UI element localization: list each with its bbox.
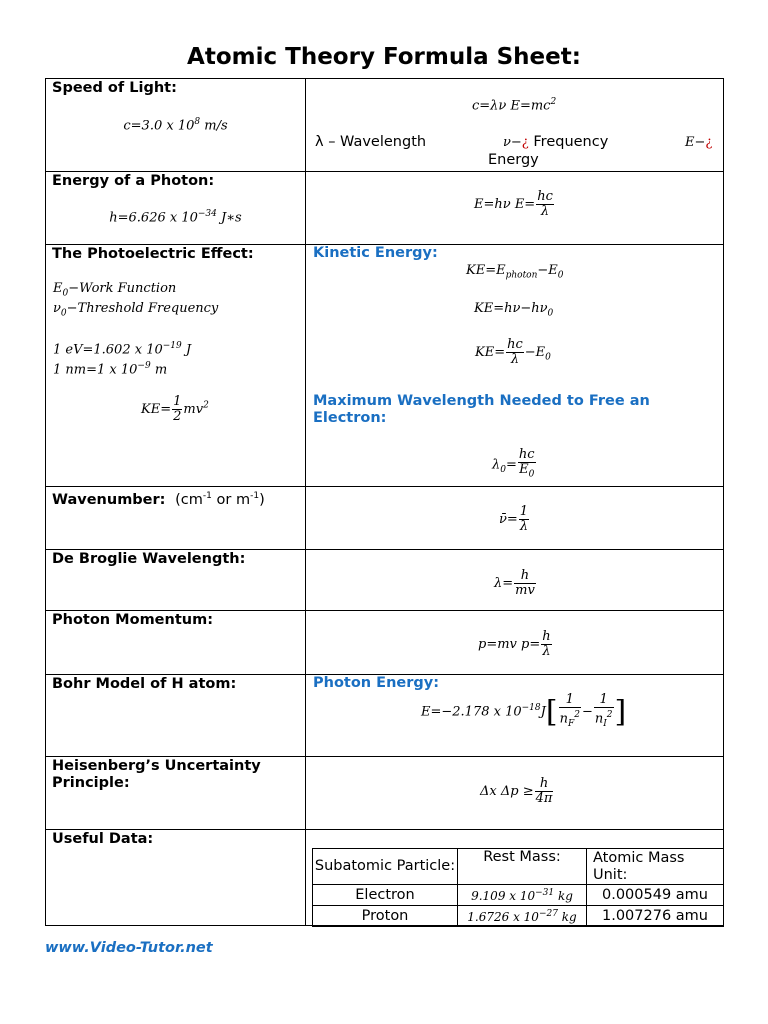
heisenberg-label: Heisenberg’s Uncertainty Principle:	[52, 758, 261, 791]
row-photon-energy	[46, 172, 724, 245]
proton-mass: 1.6726 x $10^{-27}$ kg	[458, 906, 587, 927]
particle-table-header	[313, 849, 724, 885]
momentum-equation: p=mv p= $\frac{h}{\lambda}$	[478, 629, 551, 659]
legend-energy-symbol: E−¿	[685, 135, 713, 150]
row-photoelectric	[46, 245, 724, 487]
useful-data-label: Useful Data:	[52, 831, 154, 847]
planck-constant: h=6.626 x $10^{-34}$ J∗s	[109, 209, 242, 226]
formula-table	[45, 78, 724, 926]
particle-table	[312, 848, 724, 927]
max-wavelength-equation: $\lambda_0=$ $\frac{hc}{E_0}$	[492, 447, 535, 480]
bohr-equation: E=−2.178 x $10^{-18}J$[ $\frac{1}{n_F^2}$ − $\frac{1}{n_I^2}$ ]	[421, 692, 627, 730]
photon-energy-heading: Photon Energy:	[313, 675, 440, 691]
table-row	[313, 906, 724, 927]
electron-amu: 0.000549 amu	[587, 885, 724, 906]
ke-equation-1: $KE=E_{photon}-E_0$	[466, 263, 564, 281]
speed-of-light-label: Speed of Light:	[52, 80, 177, 96]
table-row	[313, 885, 724, 906]
row-useful-data	[46, 830, 724, 926]
threshold-frequency-def: $\nu_0-Threshold$ Frequency	[53, 301, 219, 319]
photon-energy-equation: E=hν E= $\frac{hc}{\lambda}$	[474, 189, 553, 219]
debroglie-label: De Broglie Wavelength:	[52, 551, 246, 567]
kinetic-energy-classic: KE= $\frac{1}{2}$ $mv^2$	[141, 394, 209, 424]
debroglie-equation: λ= $\frac{h}{mv}$	[494, 568, 535, 598]
row-bohr	[46, 675, 724, 757]
bohr-label: Bohr Model of H atom:	[52, 676, 237, 692]
nm-conversion: 1 nm=1 x $10^{-9}$ m	[53, 361, 168, 378]
ke-equation-2: $KE=h\nu-h\nu_0$	[474, 301, 554, 319]
ev-conversion: 1 eV=1.602 x $10^{-19}$ J	[53, 341, 192, 358]
legend-wavelength: λ – Wavelength	[315, 134, 427, 150]
heisenberg-equation: Δx Δp ≥ $\frac{h}{4\pi}$	[480, 776, 553, 806]
momentum-label: Photon Momentum:	[52, 612, 213, 628]
header-particle: Subatomic Particle:	[313, 849, 458, 885]
footer-link[interactable]: www.Video-Tutor.net	[45, 940, 213, 956]
ke-equation-3: KE= $\frac{hc}{\lambda}$ $-E_0$	[475, 337, 551, 367]
max-wavelength-heading: Maximum Wavelength Needed to Free an Electron:	[313, 393, 650, 426]
wavenumber-equation: ν̄= $\frac{1}{\lambda}$	[499, 504, 529, 534]
speed-of-light-equation: c=λν $E=mc^2$	[472, 97, 557, 114]
work-function-def: $E_0-Work$ Function	[53, 281, 177, 299]
legend-energy: Energy	[488, 152, 539, 168]
row-heisenberg	[46, 757, 724, 830]
row-debroglie	[46, 550, 724, 611]
photon-energy-label: Energy of a Photon:	[52, 173, 215, 189]
row-speed-of-light	[46, 79, 724, 172]
row-momentum	[46, 611, 724, 675]
kinetic-energy-heading: Kinetic Energy:	[313, 245, 438, 261]
photoelectric-label: The Photoelectric Effect:	[52, 246, 254, 262]
header-rest-mass: Rest Mass:	[458, 849, 587, 885]
page-title: Atomic Theory Formula Sheet:	[187, 44, 581, 70]
legend-frequency: ν−¿ Frequency	[503, 134, 609, 150]
electron-name: Electron	[313, 885, 458, 906]
wavenumber-label-line: Wavenumber: ($cm^{-1}$ or $m^{-1}$)	[52, 491, 265, 508]
proton-name: Proton	[313, 906, 458, 927]
speed-of-light-value: c=3.0 x $10^8$ m/s	[123, 117, 228, 134]
proton-amu: 1.007276 amu	[587, 906, 724, 927]
header-amu: Atomic Mass Unit:	[587, 849, 724, 885]
row-wavenumber	[46, 487, 724, 550]
electron-mass: 9.109 x $10^{-31}$ kg	[458, 885, 587, 906]
